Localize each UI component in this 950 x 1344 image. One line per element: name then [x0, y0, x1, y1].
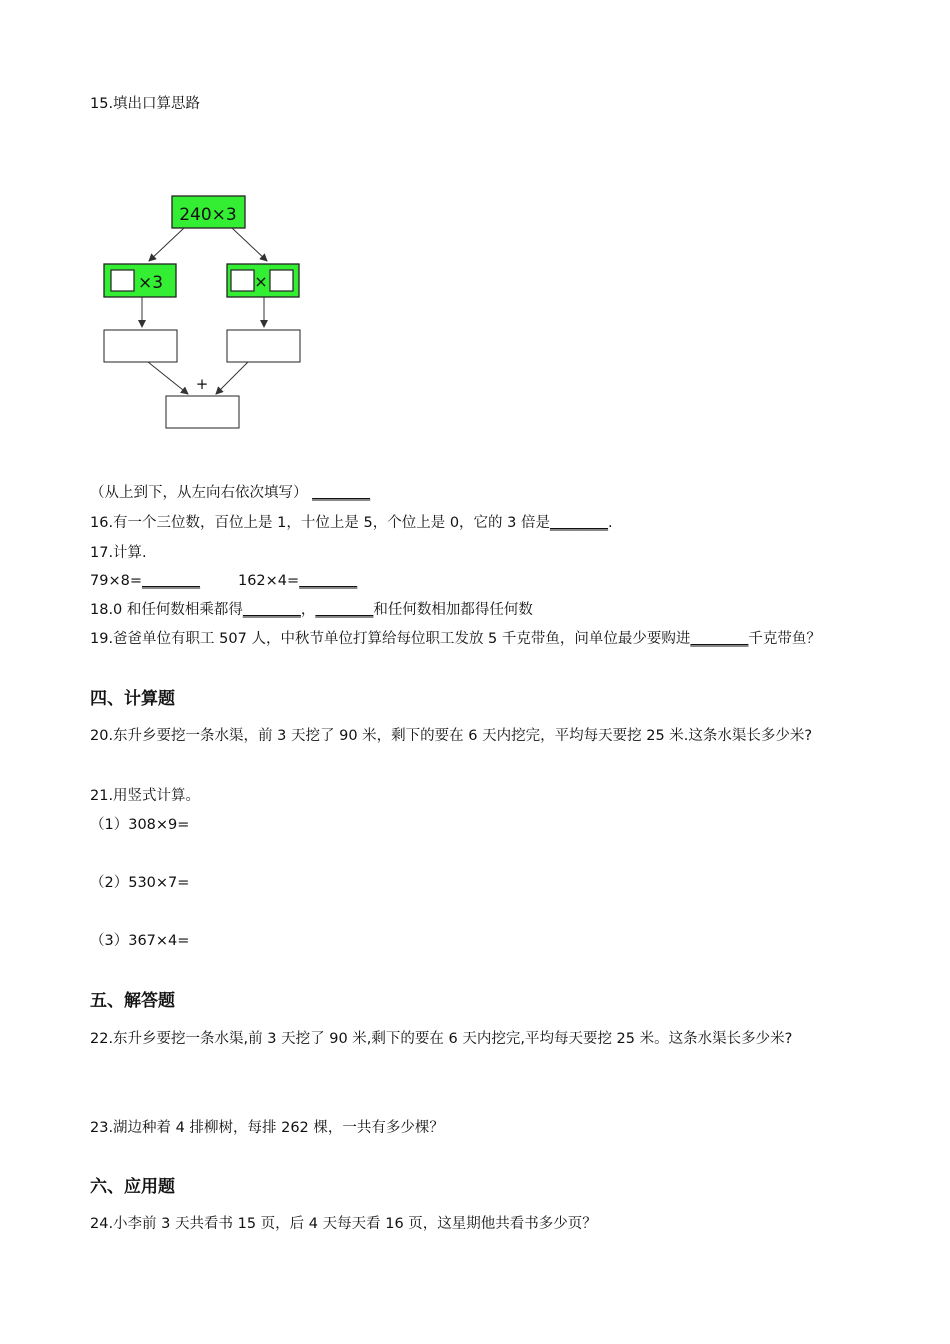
question-17-title: 17.计算.	[90, 545, 147, 561]
answer-blank[interactable]: ________	[242, 602, 301, 618]
question-15-title: 15.填出口算思路	[90, 96, 201, 112]
right-input-square-1	[231, 270, 254, 291]
question-20: 20.东升乡要挖一条水渠，前 3 天挖了 90 米，剩下的要在 6 天内挖完，平均每天要挖 25 米.这条水渠长多少米?	[90, 728, 813, 744]
plus-sign: +	[195, 375, 209, 393]
right-expression-text: ×	[254, 272, 268, 291]
right-input-square-2	[270, 270, 293, 291]
answer-blank[interactable]: ________	[550, 515, 609, 531]
answer-blank[interactable]: ________	[690, 631, 749, 647]
answer-blank[interactable]: ________	[299, 573, 358, 589]
top-expression-text: 240×3	[179, 205, 237, 225]
question-21-item-3: （3）367×4=	[90, 933, 190, 949]
question-17-expressions: 79×8=________ 162×4=________	[90, 573, 358, 589]
question-16: 16.有一个三位数，百位上是 1，十位上是 5，个位上是 0，它的 3 倍是________.	[90, 515, 613, 531]
question-15-instruction: （从上到下，从左向右依次填写） ________	[90, 485, 371, 501]
answer-blank[interactable]: ________	[312, 485, 371, 501]
question-23: 23.湖边种着 4 排柳树，每排 262 棵，一共有多少棵？	[90, 1120, 444, 1136]
question-21-title: 21.用竖式计算。	[90, 788, 201, 804]
question-18: 18.0 和任何数相乘都得________，________和任何数相加都得任何数	[90, 602, 533, 618]
answer-blank[interactable]: ________	[141, 573, 200, 589]
left-input-square	[111, 270, 134, 291]
answer-blank[interactable]: ________	[315, 602, 374, 618]
question-22: 22.东升乡要挖一条水渠,前 3 天挖了 90 米,剩下的要在 6 天内挖完,平均每天要挖 25 米。这条水渠长多少米?	[90, 1031, 793, 1047]
right-result-box	[227, 330, 300, 362]
question-24: 24.小李前 3 天共看书 15 页，后 4 天每天看 16 页，这星期他共看书多少页？	[90, 1216, 597, 1232]
section-5-heading: 五、解答题	[90, 991, 175, 1011]
mental-math-diagram	[96, 190, 326, 440]
section-4-heading: 四、计算题	[90, 689, 175, 709]
sum-result-box	[166, 396, 239, 428]
left-expression-text: ×3	[138, 273, 164, 293]
question-21-item-1: （1）308×9=	[90, 817, 190, 833]
left-result-box	[104, 330, 177, 362]
question-19: 19.爸爸单位有职工 507 人，中秋节单位打算给每位职工发放 5 千克带鱼，问单位最少要购进________千克带鱼？	[90, 631, 821, 647]
section-6-heading: 六、应用题	[90, 1177, 175, 1197]
question-21-item-2: （2）530×7=	[90, 875, 190, 891]
